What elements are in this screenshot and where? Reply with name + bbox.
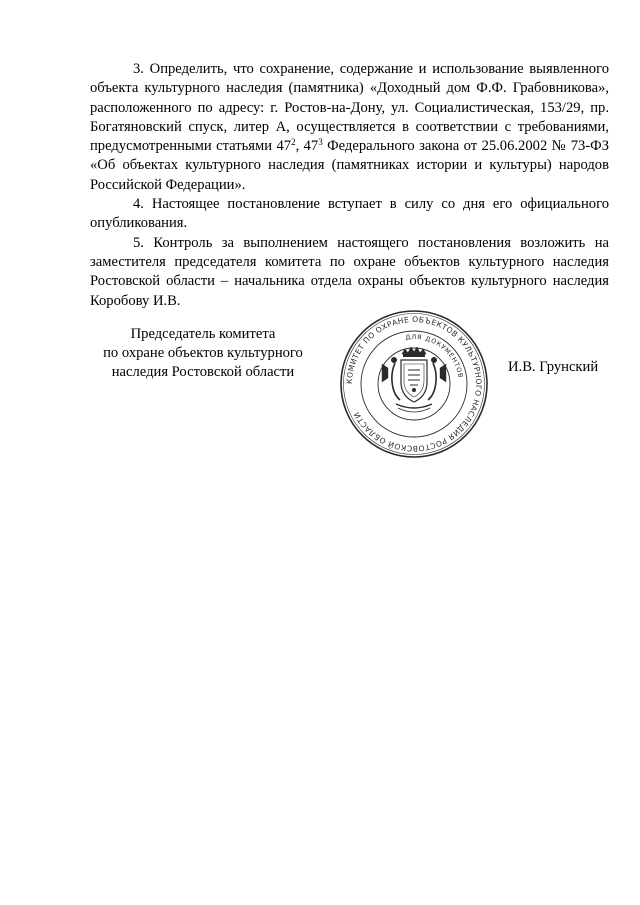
signatory-title-line: Председатель комитета (130, 326, 276, 342)
seal-middle-ring (361, 331, 467, 437)
signatory-title-line: наследия Ростовской области (111, 364, 295, 380)
paragraph-3-superscript-1: 2 (291, 137, 296, 148)
paragraph-3-superscript-2: 3 (318, 137, 323, 148)
coat-of-arms-emblem (382, 347, 446, 412)
official-seal (338, 308, 490, 460)
paragraph-3-text-start: 3. Определить, что сохранение, содержание и использование выявленного объекта культурного наследия (памятника) «Доходный дом Ф.Ф. Грабовникова», расположенного по адресу: г. Ростов-на-Дону, ул. Социалистическая, 153/29, пр. Богатяновский спуск, литер А, осуществляется в соответствии с требованиями, предусмотренными статьями 47 (90, 61, 609, 155)
official-seal-graphic (338, 308, 490, 460)
seal-inner-ring (378, 348, 450, 420)
signatory-name: И.В. Грунский (508, 359, 599, 375)
signatory-title-line: по охране объектов культурного (103, 345, 303, 361)
seal-inner-text: ДЛЯ ДОКУМЕНТОВ (404, 332, 465, 380)
signatory-title (90, 325, 316, 382)
paragraph-3 (90, 60, 609, 195)
seal-outer-ring (341, 311, 487, 457)
seal-outer-text: КОМИТЕТ ПО ОХРАНЕ ОБЪЕКТОВ КУЛЬТУРНОГО НАСЛЕДИЯ РОСТОВСКОЙ ОБЛАСТИ (344, 314, 484, 454)
paragraph-3-text-middle: , 47 (295, 138, 319, 155)
paragraph-4: 4. Настоящее постановление вступает в силу со дня его официального опубликования. (90, 196, 609, 232)
document-body (90, 60, 609, 311)
paragraph-5: 5. Контроль за выполнением настоящего постановления возложить на заместителя председателя комитета по охране объектов культурного наследия Ростовской области – начальника отдела охраны объектов культурного наследия Коробову И.В. (90, 234, 609, 309)
paragraph-3-text-end: Федерального закона от 25.06.2002 № 73-ФЗ «Об объектах культурного наследия (памятниках истории и культуры) народов Российской Федерации». (90, 138, 610, 193)
